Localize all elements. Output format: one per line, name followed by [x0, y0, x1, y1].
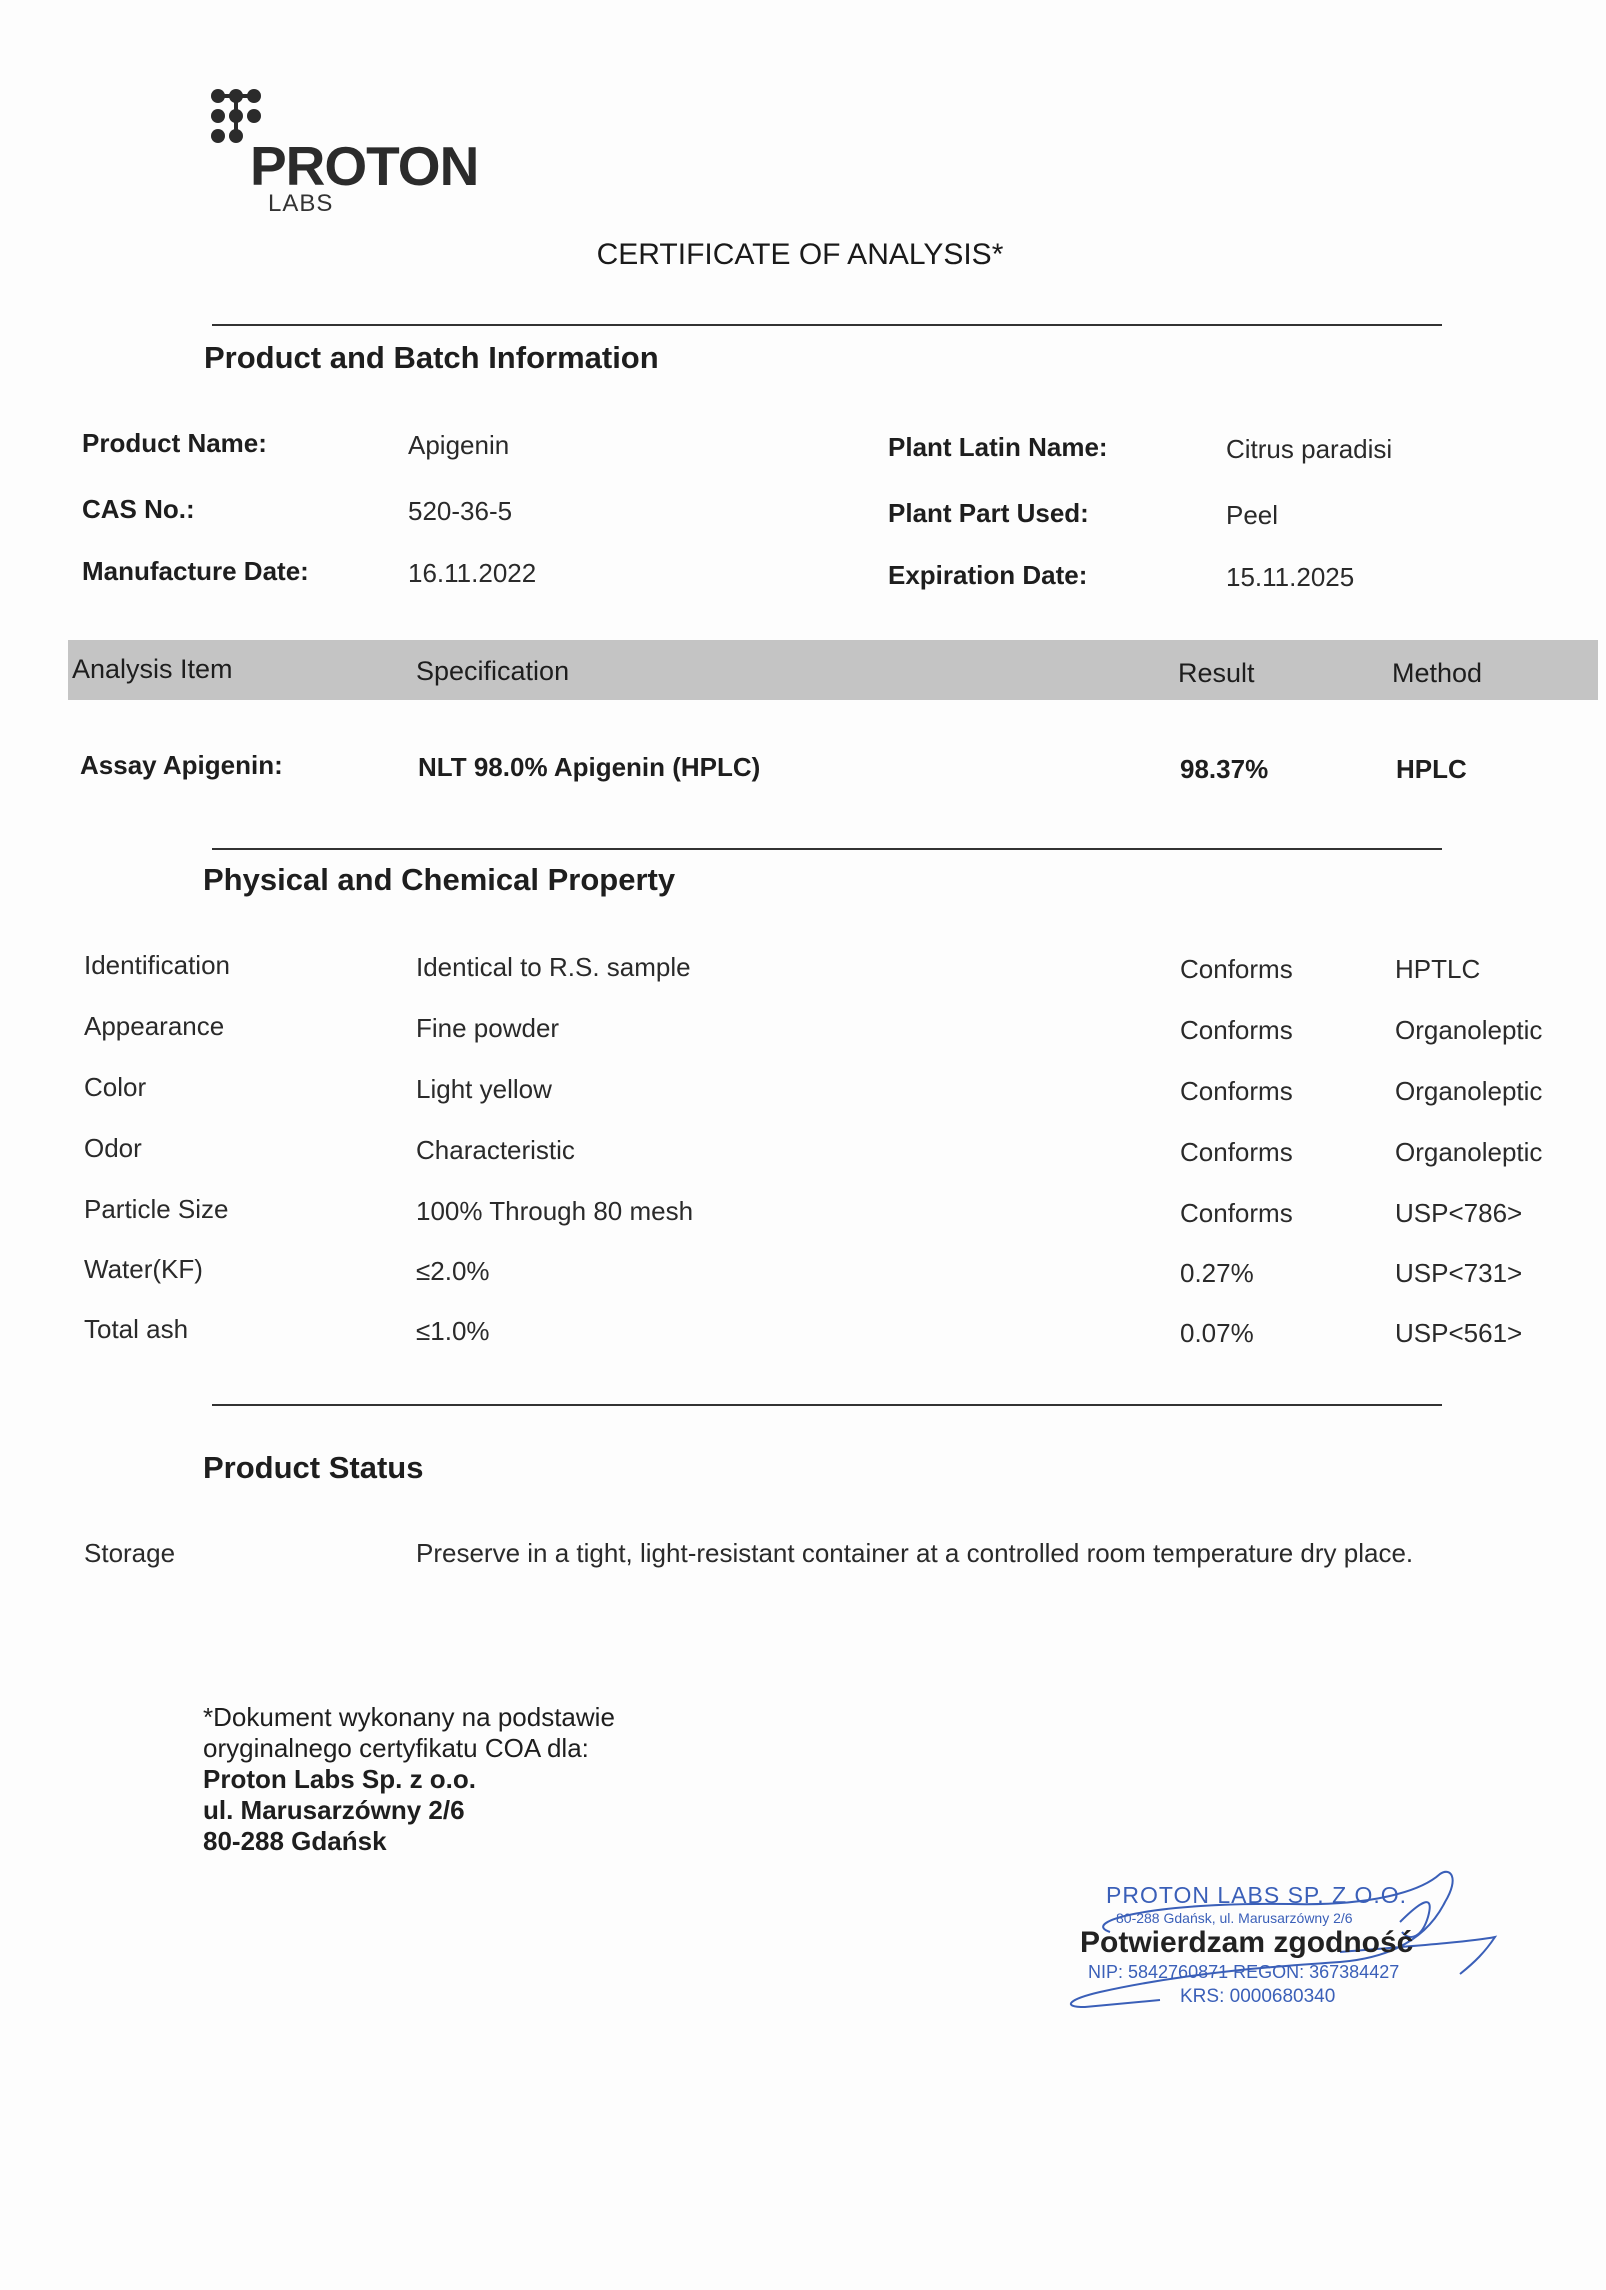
- product-name-value: Apigenin: [408, 430, 510, 460]
- row-specification: Light yellow: [416, 1074, 552, 1104]
- stamp-company: PROTON LABS SP. Z O.O.: [1106, 1882, 1408, 1908]
- row-result: Conforms: [1180, 954, 1293, 984]
- assay-method: HPLC: [1396, 754, 1467, 784]
- row-specification: 100% Through 80 mesh: [416, 1196, 694, 1226]
- header-specification: Specification: [416, 656, 570, 686]
- header-analysis-item: Analysis Item: [72, 654, 233, 684]
- footnote-line: *Dokument wykonany na podstawie: [203, 1702, 615, 1732]
- row-specification: ≤2.0%: [416, 1256, 490, 1286]
- footnote-city: 80-288 Gdańsk: [203, 1826, 387, 1856]
- row-result: Conforms: [1180, 1198, 1293, 1228]
- logo-brand: PROTON: [250, 135, 479, 197]
- company-stamp: [1040, 1862, 1500, 2022]
- product-name-label: Product Name:: [82, 428, 267, 458]
- footnote-street: ul. Marusarzówny 2/6: [203, 1795, 465, 1825]
- row-method: USP<561>: [1395, 1318, 1523, 1348]
- row-result: 0.07%: [1180, 1318, 1254, 1348]
- divider: [212, 1404, 1442, 1406]
- footnote-company: Proton Labs Sp. z o.o.: [203, 1764, 476, 1794]
- section-title-batch: Product and Batch Information: [204, 340, 659, 375]
- row-method: USP<731>: [1395, 1258, 1523, 1288]
- row-method: HPTLC: [1395, 954, 1481, 984]
- expiration-date-label: Expiration Date:: [888, 560, 1088, 590]
- row-item: Odor: [84, 1133, 142, 1163]
- row-method: Organoleptic: [1395, 1015, 1543, 1045]
- row-result: Conforms: [1180, 1137, 1293, 1167]
- row-item: Particle Size: [84, 1194, 229, 1224]
- row-method: Organoleptic: [1395, 1076, 1543, 1106]
- manufacture-date-value: 16.11.2022: [408, 558, 537, 588]
- stamp-krs: KRS: 0000680340: [1180, 1986, 1336, 2007]
- stamp-address: 80-288 Gdańsk, ul. Marusarzówny 2/6: [1116, 1910, 1353, 1926]
- assay-result: 98.37%: [1180, 754, 1269, 784]
- row-specification: Characteristic: [416, 1135, 575, 1165]
- footnote-line: oryginalnego certyfikatu COA dla:: [203, 1733, 589, 1763]
- logo-subtitle: LABS: [268, 190, 334, 217]
- plant-latin-name-value: Citrus paradisi: [1226, 434, 1393, 464]
- row-item: Appearance: [84, 1011, 225, 1041]
- header-method: Method: [1392, 658, 1483, 688]
- row-result: Conforms: [1180, 1076, 1293, 1106]
- row-item: Total ash: [84, 1314, 189, 1344]
- divider: [212, 324, 1442, 326]
- footnote: [203, 1702, 615, 1857]
- row-specification: ≤1.0%: [416, 1316, 490, 1346]
- assay-item: Assay Apigenin:: [80, 750, 283, 780]
- analysis-table-header: [68, 640, 1598, 700]
- plant-part-used-label: Plant Part Used:: [888, 498, 1089, 528]
- row-result: Conforms: [1180, 1015, 1293, 1045]
- header-result: Result: [1178, 658, 1255, 688]
- stamp-ids: NIP: 5842760871 REGON: 367384427: [1088, 1962, 1400, 1982]
- manufacture-date-label: Manufacture Date:: [82, 556, 309, 586]
- section-title-status: Product Status: [203, 1450, 424, 1485]
- expiration-date-value: 15.11.2025: [1226, 562, 1355, 592]
- storage-label: Storage: [84, 1538, 176, 1568]
- row-item: Color: [84, 1072, 147, 1102]
- section-title-physical: Physical and Chemical Property: [203, 862, 676, 897]
- assay-specification: NLT 98.0% Apigenin (HPLC): [418, 752, 761, 782]
- company-logo: [208, 84, 508, 224]
- row-result: 0.27%: [1180, 1258, 1254, 1288]
- cas-no-label: CAS No.:: [82, 494, 195, 524]
- row-method: USP<786>: [1395, 1198, 1523, 1228]
- row-item: Identification: [84, 950, 230, 980]
- divider: [212, 848, 1442, 850]
- cas-no-value: 520-36-5: [408, 496, 513, 526]
- row-specification: Identical to R.S. sample: [416, 952, 691, 982]
- row-specification: Fine powder: [416, 1013, 560, 1043]
- storage-value: Preserve in a tight, light-resistant container at a controlled room temperature dry place.: [416, 1538, 1414, 1568]
- document-title: CERTIFICATE OF ANALYSIS*: [596, 238, 1004, 271]
- stamp-confirmation: Potwierdzam zgodność: [1080, 1926, 1414, 1959]
- plant-part-used-value: Peel: [1226, 500, 1279, 530]
- plant-latin-name-label: Plant Latin Name:: [888, 432, 1108, 462]
- row-item: Water(KF): [84, 1254, 203, 1284]
- row-method: Organoleptic: [1395, 1137, 1543, 1167]
